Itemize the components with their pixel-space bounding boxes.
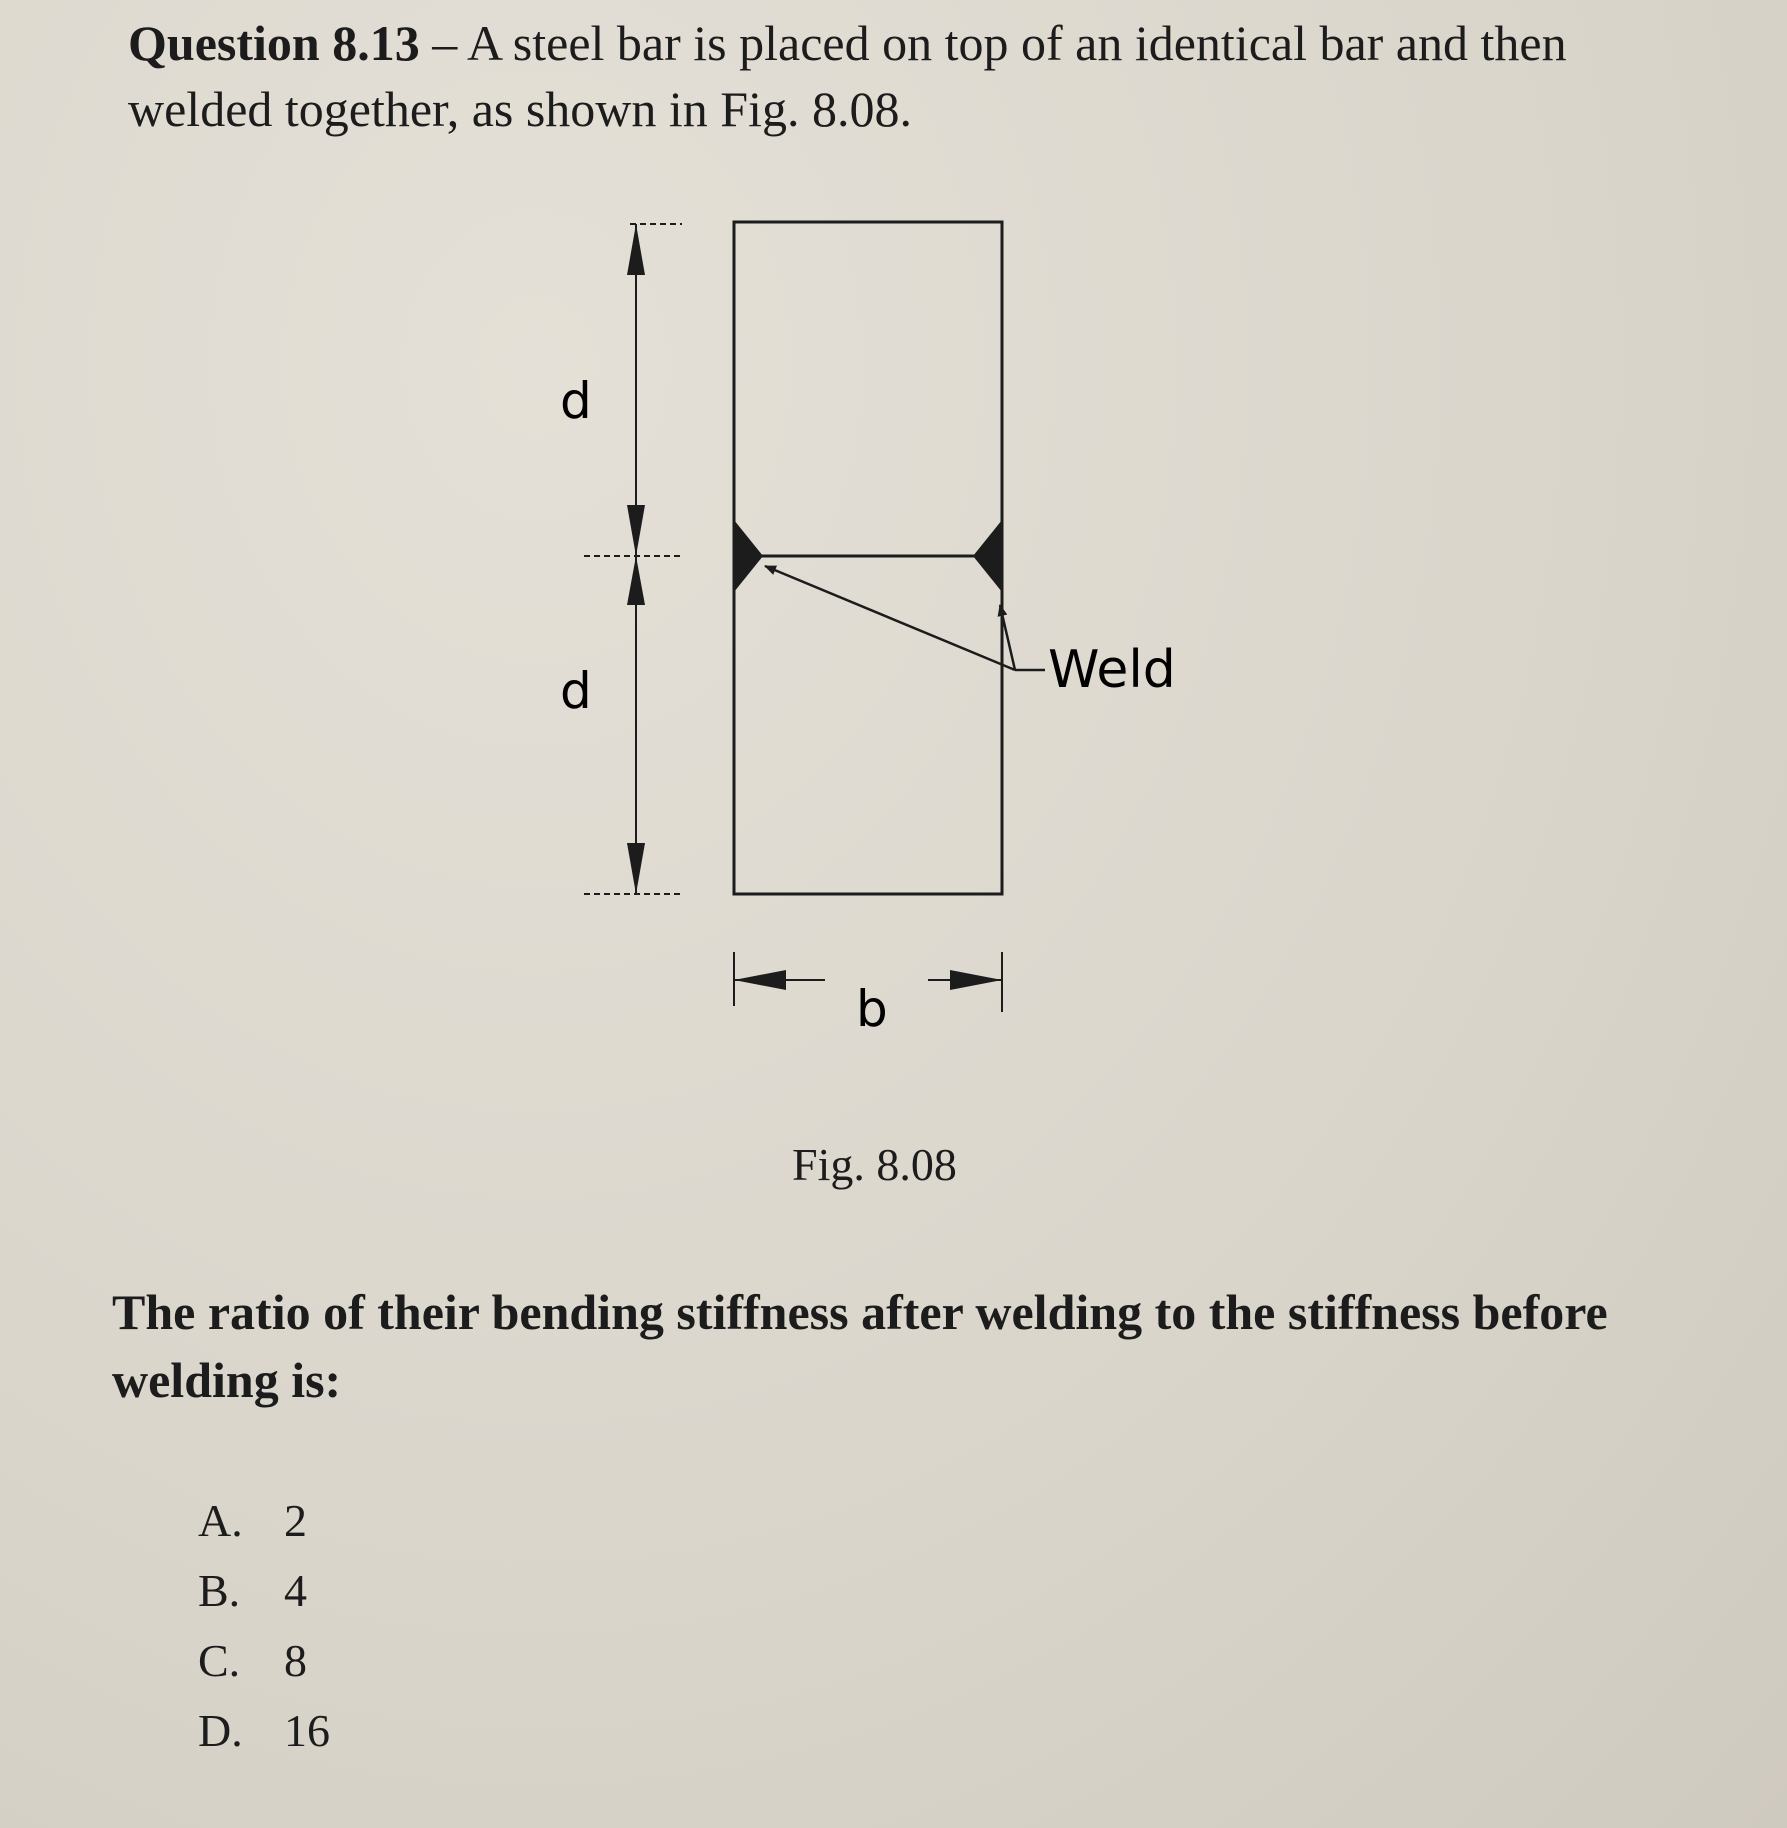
answer-options (198, 1486, 330, 1766)
welded-bars-figure (560, 200, 1260, 1060)
question-prompt: The ratio of their bending stiffness after welding to the stiffness before welding is: (112, 1284, 1608, 1408)
option-value: 2 (284, 1495, 307, 1546)
option-letter: B. (198, 1565, 241, 1616)
option-b[interactable] (198, 1556, 330, 1626)
figure-caption: Fig. 8.08 (792, 1139, 957, 1190)
welded-bars-diagram (560, 200, 1260, 1060)
question-text: A steel bar is placed on top of an identical bar and then welded together, as shown in Fig. 8.08. (128, 15, 1567, 137)
upper-bar (734, 222, 1002, 556)
question-statement (128, 10, 1688, 142)
dim-bottom-label: d (560, 662, 592, 720)
option-letter: D. (198, 1705, 243, 1756)
option-letter: A. (198, 1495, 243, 1546)
option-a[interactable] (198, 1486, 330, 1556)
question-label: Question 8.13 (128, 15, 420, 71)
dim-width-label: b (856, 980, 888, 1038)
weld-label: Weld (1048, 640, 1176, 700)
weld-left-mark (734, 520, 763, 592)
option-value: 8 (284, 1635, 307, 1686)
option-c[interactable] (198, 1626, 330, 1696)
question-separator: – (419, 15, 467, 71)
option-value: 4 (284, 1565, 307, 1616)
weld-right-mark (973, 520, 1002, 592)
option-letter: C. (198, 1635, 241, 1686)
height-dimension (584, 224, 682, 894)
option-d[interactable] (198, 1696, 330, 1766)
lower-bar (734, 556, 1002, 894)
option-value: 16 (284, 1705, 330, 1756)
dim-top-label: d (560, 372, 592, 430)
